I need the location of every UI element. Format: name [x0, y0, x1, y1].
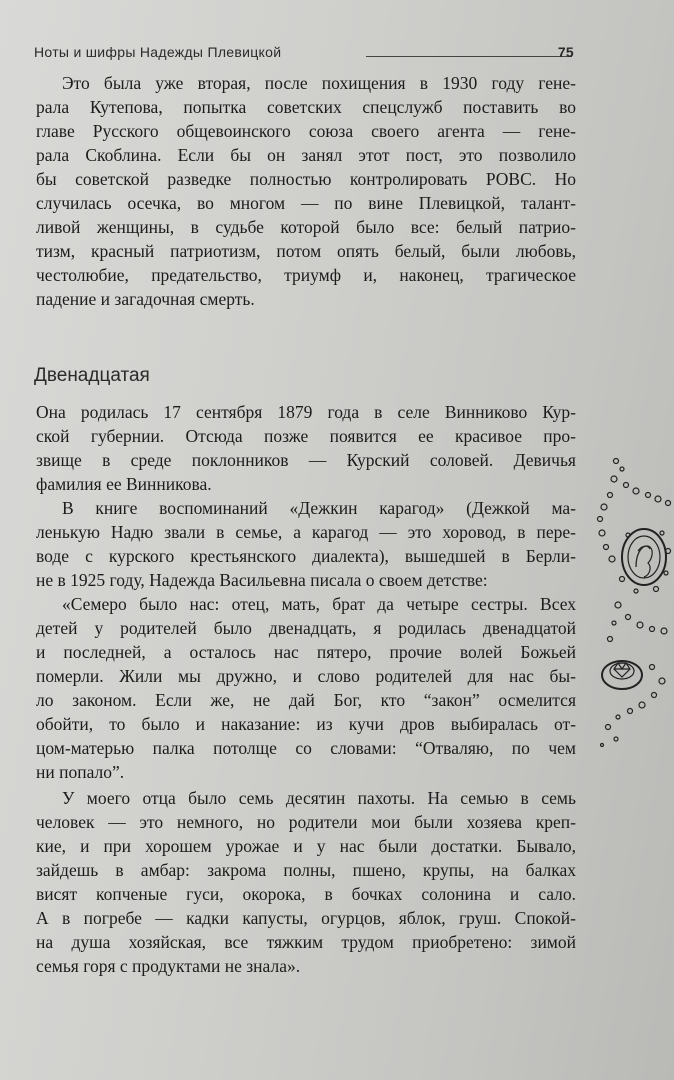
section-heading: Двенадцатая [34, 365, 150, 386]
text-line: главе Русского общевоинского союза своего агента — гене- [36, 121, 576, 141]
text-line: случилась осечка, во многом — по вине Плевицкой, талант- [36, 193, 576, 213]
text-line: ни попало”. [36, 762, 125, 782]
text-line: бы советской разведке полностью контролировать РОВС. Но [36, 169, 576, 189]
text-line: У моего отца было семь десятин пахоты. На семью в семь [62, 788, 576, 808]
text-line: на душа хозяйская, все тяжким трудом приобретено: зимой [36, 932, 576, 952]
text-line: воде с курского крестьянского диалекта), вышедшей в Берли- [36, 546, 576, 566]
text-line: семья горя с продуктами не знала». [36, 956, 301, 976]
text-line: человек — это немного, но родители мои были хозяева креп- [36, 812, 576, 832]
text-line: и последней, а осталось нас пятеро, прочие волей Божьей [36, 642, 576, 662]
paragraph-3 [36, 496, 576, 592]
text-line: кие, и при хорошем урожае и у нас были достатки. Бывало, [36, 836, 576, 856]
text-line: ло законом. Если же, не дай Бог, кто “закон” осмелится [36, 690, 576, 710]
text-line: В книге воспоминаний «Дежкин карагод» (Дежкой ма- [62, 498, 576, 518]
text-line: ской губернии. Отсюда позже появится ее красивое про- [36, 426, 576, 446]
text-line: падение и загадочная смерть. [36, 289, 255, 309]
running-head-rule [366, 56, 572, 57]
text-line: А в погребе — кадки капусты, огурцов, яблок, груш. Спокой- [36, 908, 576, 928]
pearl-necklace-with-cameo-icon [592, 455, 674, 755]
quote-2 [36, 786, 576, 978]
text-line: померли. Жили мы дружно, и слово родителей для нас бы- [36, 666, 576, 686]
text-line: фамилия ее Винникова. [36, 474, 212, 494]
text-line: не в 1925 году, Надежда Васильевна писала о своем детстве: [36, 570, 488, 590]
text-line: обойти, то было и наказание: из кучи дров выбиралась от- [36, 714, 576, 734]
paragraph-1 [36, 71, 576, 311]
text-line: «Семеро было нас: отец, мать, брат да четыре сестры. Всех [62, 594, 576, 614]
text-line: честолюбие, предательство, триумф и, наконец, трагическое [36, 265, 576, 285]
text-line: зайдешь в амбар: закрома полны, пшено, крупы, на балках [36, 860, 576, 880]
text-line: ливой женщины, в судьбе которой было все: белый патрио- [36, 217, 576, 237]
text-line: Это была уже вторая, после похищения в 1930 году гене- [62, 73, 576, 93]
quote-1 [36, 592, 576, 784]
text-line: рала Кутепова, попытка советских спецслужб поставить во [36, 97, 576, 117]
text-line: звище в среде поклонников — Курский соловей. Девичья [36, 450, 576, 470]
text-line: тизм, красный патриотизм, потом опять белый, были любовь, [36, 241, 576, 261]
text-line: цом-матерью палка потолще со словами: “Отваляю, по чем [36, 738, 576, 758]
running-head-title: Ноты и шифры Надежды Плевицкой [34, 44, 282, 60]
text-line: Она родилась 17 сентября 1879 года в селе Винниково Кур- [36, 402, 576, 422]
paragraph-2 [36, 400, 576, 496]
page-number: 75 [557, 44, 574, 60]
text-line: детей у родителей было двенадцать, я родилась двенадцатой [36, 618, 576, 638]
text-line: рала Скоблина. Если бы он занял этот пост, это позволило [36, 145, 576, 165]
text-line: висят копченые гуси, окорока, в бочках солонина и сало. [36, 884, 576, 904]
text-line: ленькую Надю звали в семье, а карагод — это хоровод, в пере- [36, 522, 576, 542]
running-head [34, 44, 574, 64]
